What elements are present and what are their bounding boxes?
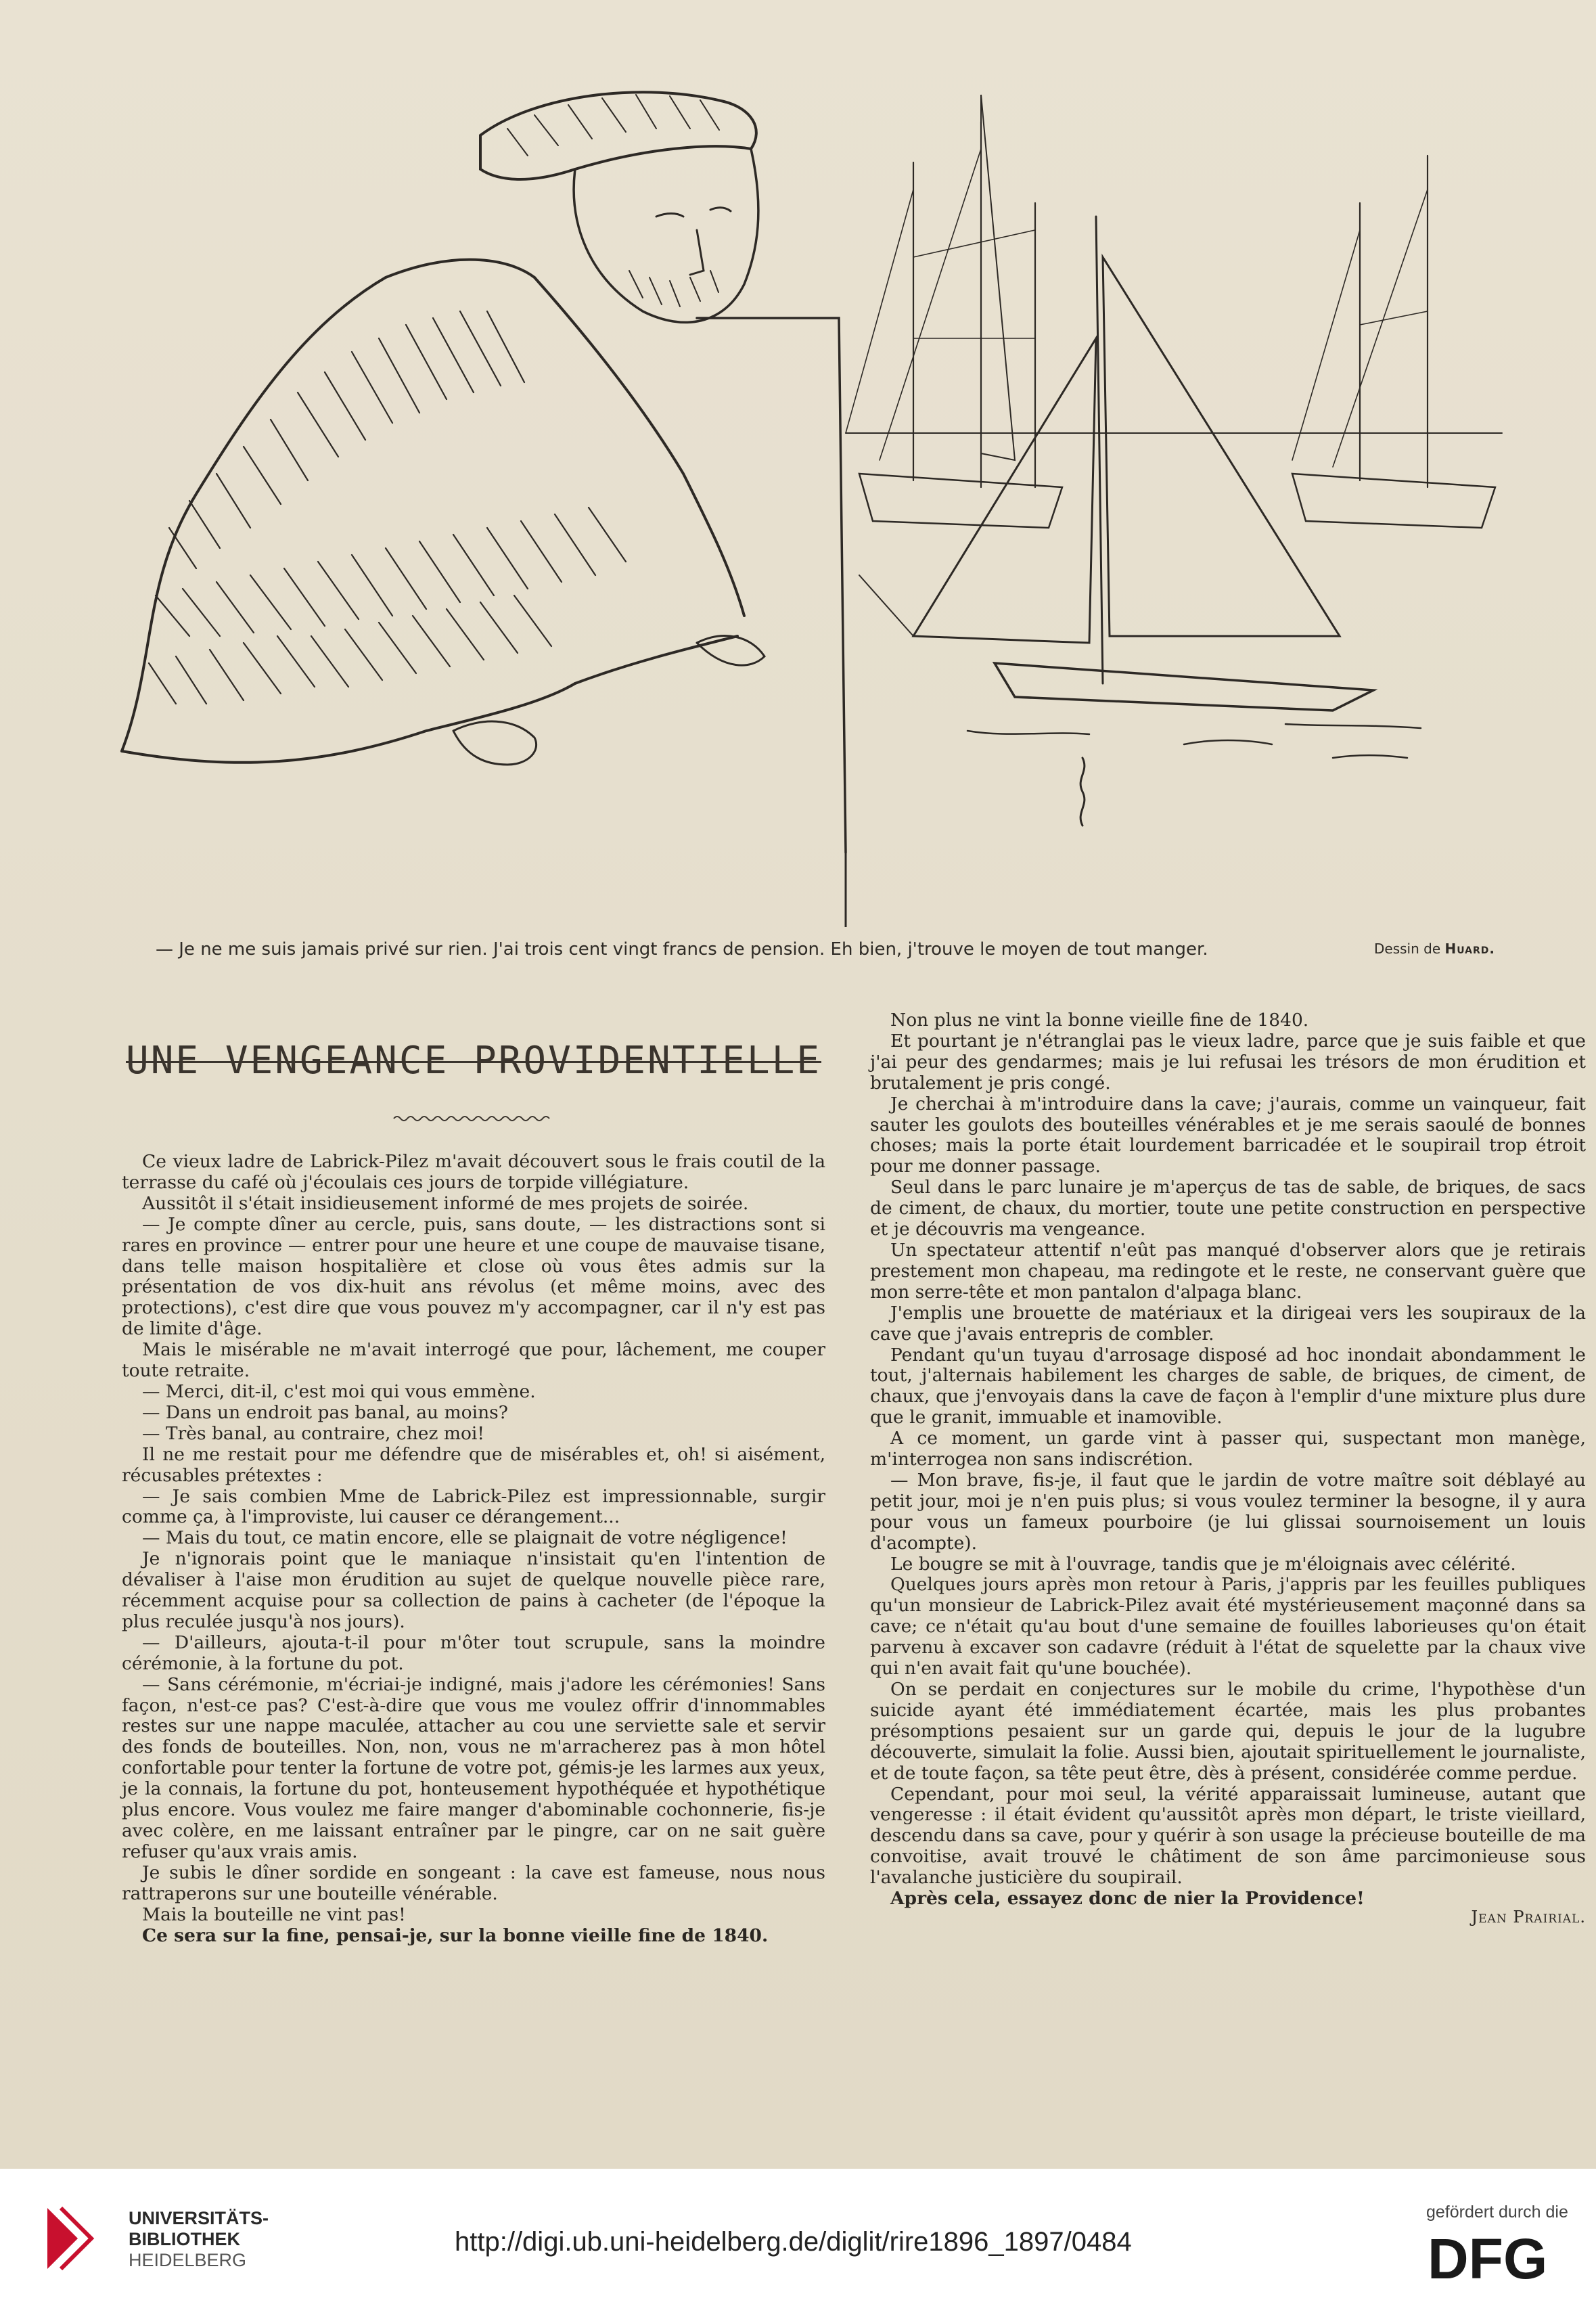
paragraph: — Sans cérémonie, m'écriai-je indigné, mais j'adore les cérémonies! Sans façon, n'est-ce pas? C'est-à-dire que vous me voulez offrir d'innommables restes sur une nappe maculée, attacher au cou une serviette sale et servir des fonds de bouteilles. Non, non, vous ne m'arracherez pas à mon hôtel confortable pour tenter la fortune de votre pot, gémis-je les larmes aux yeux, je la connais, la fortune du pot, honteusement hypothéquée et hypothétique plus encore. Vous voulez me faire manger d'abominable cochonnerie, fis-je avec colère, en me laissant entraîner par le pingre, car on ne sait guère refuser qu'aux vrais amis.: [122, 1673, 825, 1862]
paragraph: — Je compte dîner au cercle, puis, sans doute, — les distractions sont si rares en province — entrer pour une heure et une coupe de mauvaise tisane, dans telle maison hospitalière et close où vous êtes admis sur la présentation de vos dix-huit ans révolus (et même moins, avec des protections), c'est dire que vous pouvez m'y accompagner, car il n'y est pas de limite d'âge.: [122, 1213, 825, 1340]
digitization-footer: [0, 2169, 1596, 2298]
paragraph: Un spectateur attentif n'eût pas manqué d'observer alors que je retirais prestement mon chapeau, ma redingote et le reste, ne conservant guère que mon serre-tête et mon pantalon d'alpaga blanc.: [870, 1239, 1586, 1303]
paragraph: Aussitôt il s'était insidieusement informé de mes projets de soirée.: [142, 1192, 749, 1214]
paragraph: Je cherchai à m'introduire dans la cave; j'aurais, comme un vainqueur, fait sauter les goulots des bouteilles vénérables et je me serais saoulé de bonnes choses; mais la porte était lourdement barricadée et le soupirail trop étroit pour me donner passage.: [870, 1093, 1586, 1177]
paragraph: Seul dans le parc lunaire je m'aperçus de tas de sable, de briques, de sacs de ciment, de chaux, du mortier, toute une petite construction en perspective et je découvris ma vengeance.: [870, 1177, 1586, 1240]
paragraph: Cependant, pour moi seul, la vérité apparaissait lumineuse, autant que vengeresse : il était évident qu'aussitôt après mon départ, le triste vieillard, descendu dans sa cave, pour y quérir à son usage la précieuse bouteille de ma convoitise, avait trouvé le châtiment de son âme parcimonieuse sous l'avalanche justicière du soupirail.: [870, 1783, 1586, 1889]
wavy-ornament-icon: [392, 1113, 555, 1124]
paragraph: Après cela, essayez donc de nier la Providence!: [890, 1888, 1365, 1910]
paragraph: — Très banal, au contraire, chez moi!: [142, 1422, 485, 1444]
library-line-3: HEIDELBERG: [129, 2250, 247, 2270]
paragraph: — Merci, dit-il, c'est moi qui vous emmène.: [142, 1380, 536, 1402]
university-library-logo-icon: [41, 2201, 115, 2276]
credit-name: Huard.: [1444, 941, 1495, 957]
paragraph: Ce vieux ladre de Labrick-Pilez m'avait découvert sous le frais coutil de la terrasse du café où j'écoulais ces jours de torpide villégiature.: [122, 1151, 825, 1193]
paragraph: Il ne me restait pour me défendre que de misérables et, oh! si aisément, récusables prétextes :: [122, 1443, 825, 1486]
article-left-column: [122, 1152, 825, 1946]
paragraph: Ce sera sur la fine, pensai-je, sur la bonne vieille fine de 1840.: [142, 1924, 769, 1946]
illustration-svg: [101, 54, 1509, 927]
funding-label: gefördert durch die: [1426, 2203, 1568, 2222]
paragraph: — Dans un endroit pas banal, au moins?: [142, 1401, 508, 1423]
illustration-caption: [156, 939, 1495, 966]
article-title: UNE VENGEANCE PROVIDENTIELLE: [125, 1039, 821, 1083]
paragraph: On se perdait en conjectures sur le mobile du crime, l'hypothèse d'un suicide ayant été immédiatement écartée, mais les plus probantes présomptions pesaient sur un garde qui, depuis le jour de la lugubre découverte, simulait la folie. Aussi bien, ajoutait spirituellement le journaliste, et de toute façon, sa tête peut être, dès à présent, considérée comme perdue.: [870, 1679, 1586, 1784]
dfg-logo: [1428, 2231, 1563, 2282]
illustration-credit: [1374, 941, 1495, 957]
paragraph: A ce moment, un garde vint à passer qui, suspectant mon manège, m'interrogea non sans indiscrétion.: [870, 1428, 1586, 1470]
article-right-column: [870, 1010, 1586, 1928]
paragraph: Pendant qu'un tuyau d'arrosage disposé ad hoc inondait abondamment le tout, j'alternais habilement les charges de sable, de briques, de ciment, de chaux, que j'envoyais dans la cave de façon à l'emplir d'une mixture plus dure que le granit, immuable et inamovible.: [870, 1344, 1586, 1428]
paragraph: Non plus ne vint la bonne vieille fine de 1840.: [890, 1010, 1309, 1031]
paragraph: J'emplis une brouette de matériaux et la dirigeai vers les soupiraux de la cave que j'avais entrepris de combler.: [870, 1302, 1586, 1345]
paragraph: — Mon brave, fis-je, il faut que le jardin de votre maître soit déblayé au petit jour, moi je n'en puis plus; si vous voulez terminer la besogne, il y aura pour vous un fameux pourboire (je lui glissai sournoisement un louis d'acompte).: [870, 1469, 1586, 1554]
paragraph: — D'ailleurs, ajouta-t-il pour m'ôter tout scrupule, sans la moindre cérémonie, à la fortune du pot.: [122, 1631, 825, 1674]
paragraph: — Mais du tout, ce matin encore, elle se plaignait de votre négligence!: [142, 1527, 788, 1549]
library-line-2: BIBLIOTHEK: [129, 2229, 240, 2249]
paragraph: Je subis le dîner sordide en songeant : la cave est fameuse, nous nous rattraperons sur une bouteille vénérable.: [122, 1862, 825, 1904]
paragraph: Le bougre se mit à l'ouvrage, tandis que je m'éloignais avec célérité.: [890, 1553, 1516, 1575]
caption-text: — Je ne me suis jamais privé sur rien. J'ai trois cent vingt francs de pension. Eh bien, j'trouve le moyen de tout manger.: [156, 939, 1208, 960]
paragraph: Et pourtant je n'étranglai pas le vieux ladre, parce que je suis faible et que j'ai peur des gendarmes; mais je lui refusai les trésors de mon érudition et brutalement je pris congé.: [870, 1030, 1586, 1094]
paragraph: — Je sais combien Mme de Labrick-Pilez est impressionnable, surgir comme ça, à l'improviste, lui causer ce dérangement...: [122, 1485, 825, 1528]
sailor-and-ships-drawing-icon: [101, 54, 1509, 927]
paragraph: Mais le misérable ne m'avait interrogé que pour, lâchement, me couper toute retraite.: [122, 1339, 825, 1382]
dfg-logo-text: DFG: [1428, 2231, 1548, 2282]
paragraph: Mais la bouteille ne vint pas!: [142, 1903, 406, 1925]
paragraph: Je n'ignorais point que le maniaque n'insistait qu'en l'intention de dévaliser à l'aise mon érudition au sujet de quelque nouvelle pièce rare, récemment acquise pour sa collection de pains à cacheter (de l'époque la plus reculée jusqu'à nos jours).: [122, 1548, 825, 1632]
library-line-1: UNIVERSITÄTS-: [129, 2208, 269, 2228]
credit-prefix: Dessin de: [1373, 941, 1441, 957]
source-url-link[interactable]: http://digi.ub.uni-heidelberg.de/diglit/rire1896_1897/0484: [455, 2227, 1132, 2257]
author-signature: Jean Prairial.: [1471, 1907, 1586, 1927]
paragraph: Quelques jours après mon retour à Paris, j'appris par les feuilles publiques qu'un monsieur de Labrick-Pilez avait été mystérieusement maçonné dans sa cave; ce n'était qu'au bout d'une semaine de fouilles laborieuses qu'on était parvenu à excaver son cadavre (réduit à l'état de squelette par la chaux vive qui n'en avait fait qu'une bouchée).: [870, 1574, 1586, 1680]
university-library-name: [129, 2208, 269, 2271]
